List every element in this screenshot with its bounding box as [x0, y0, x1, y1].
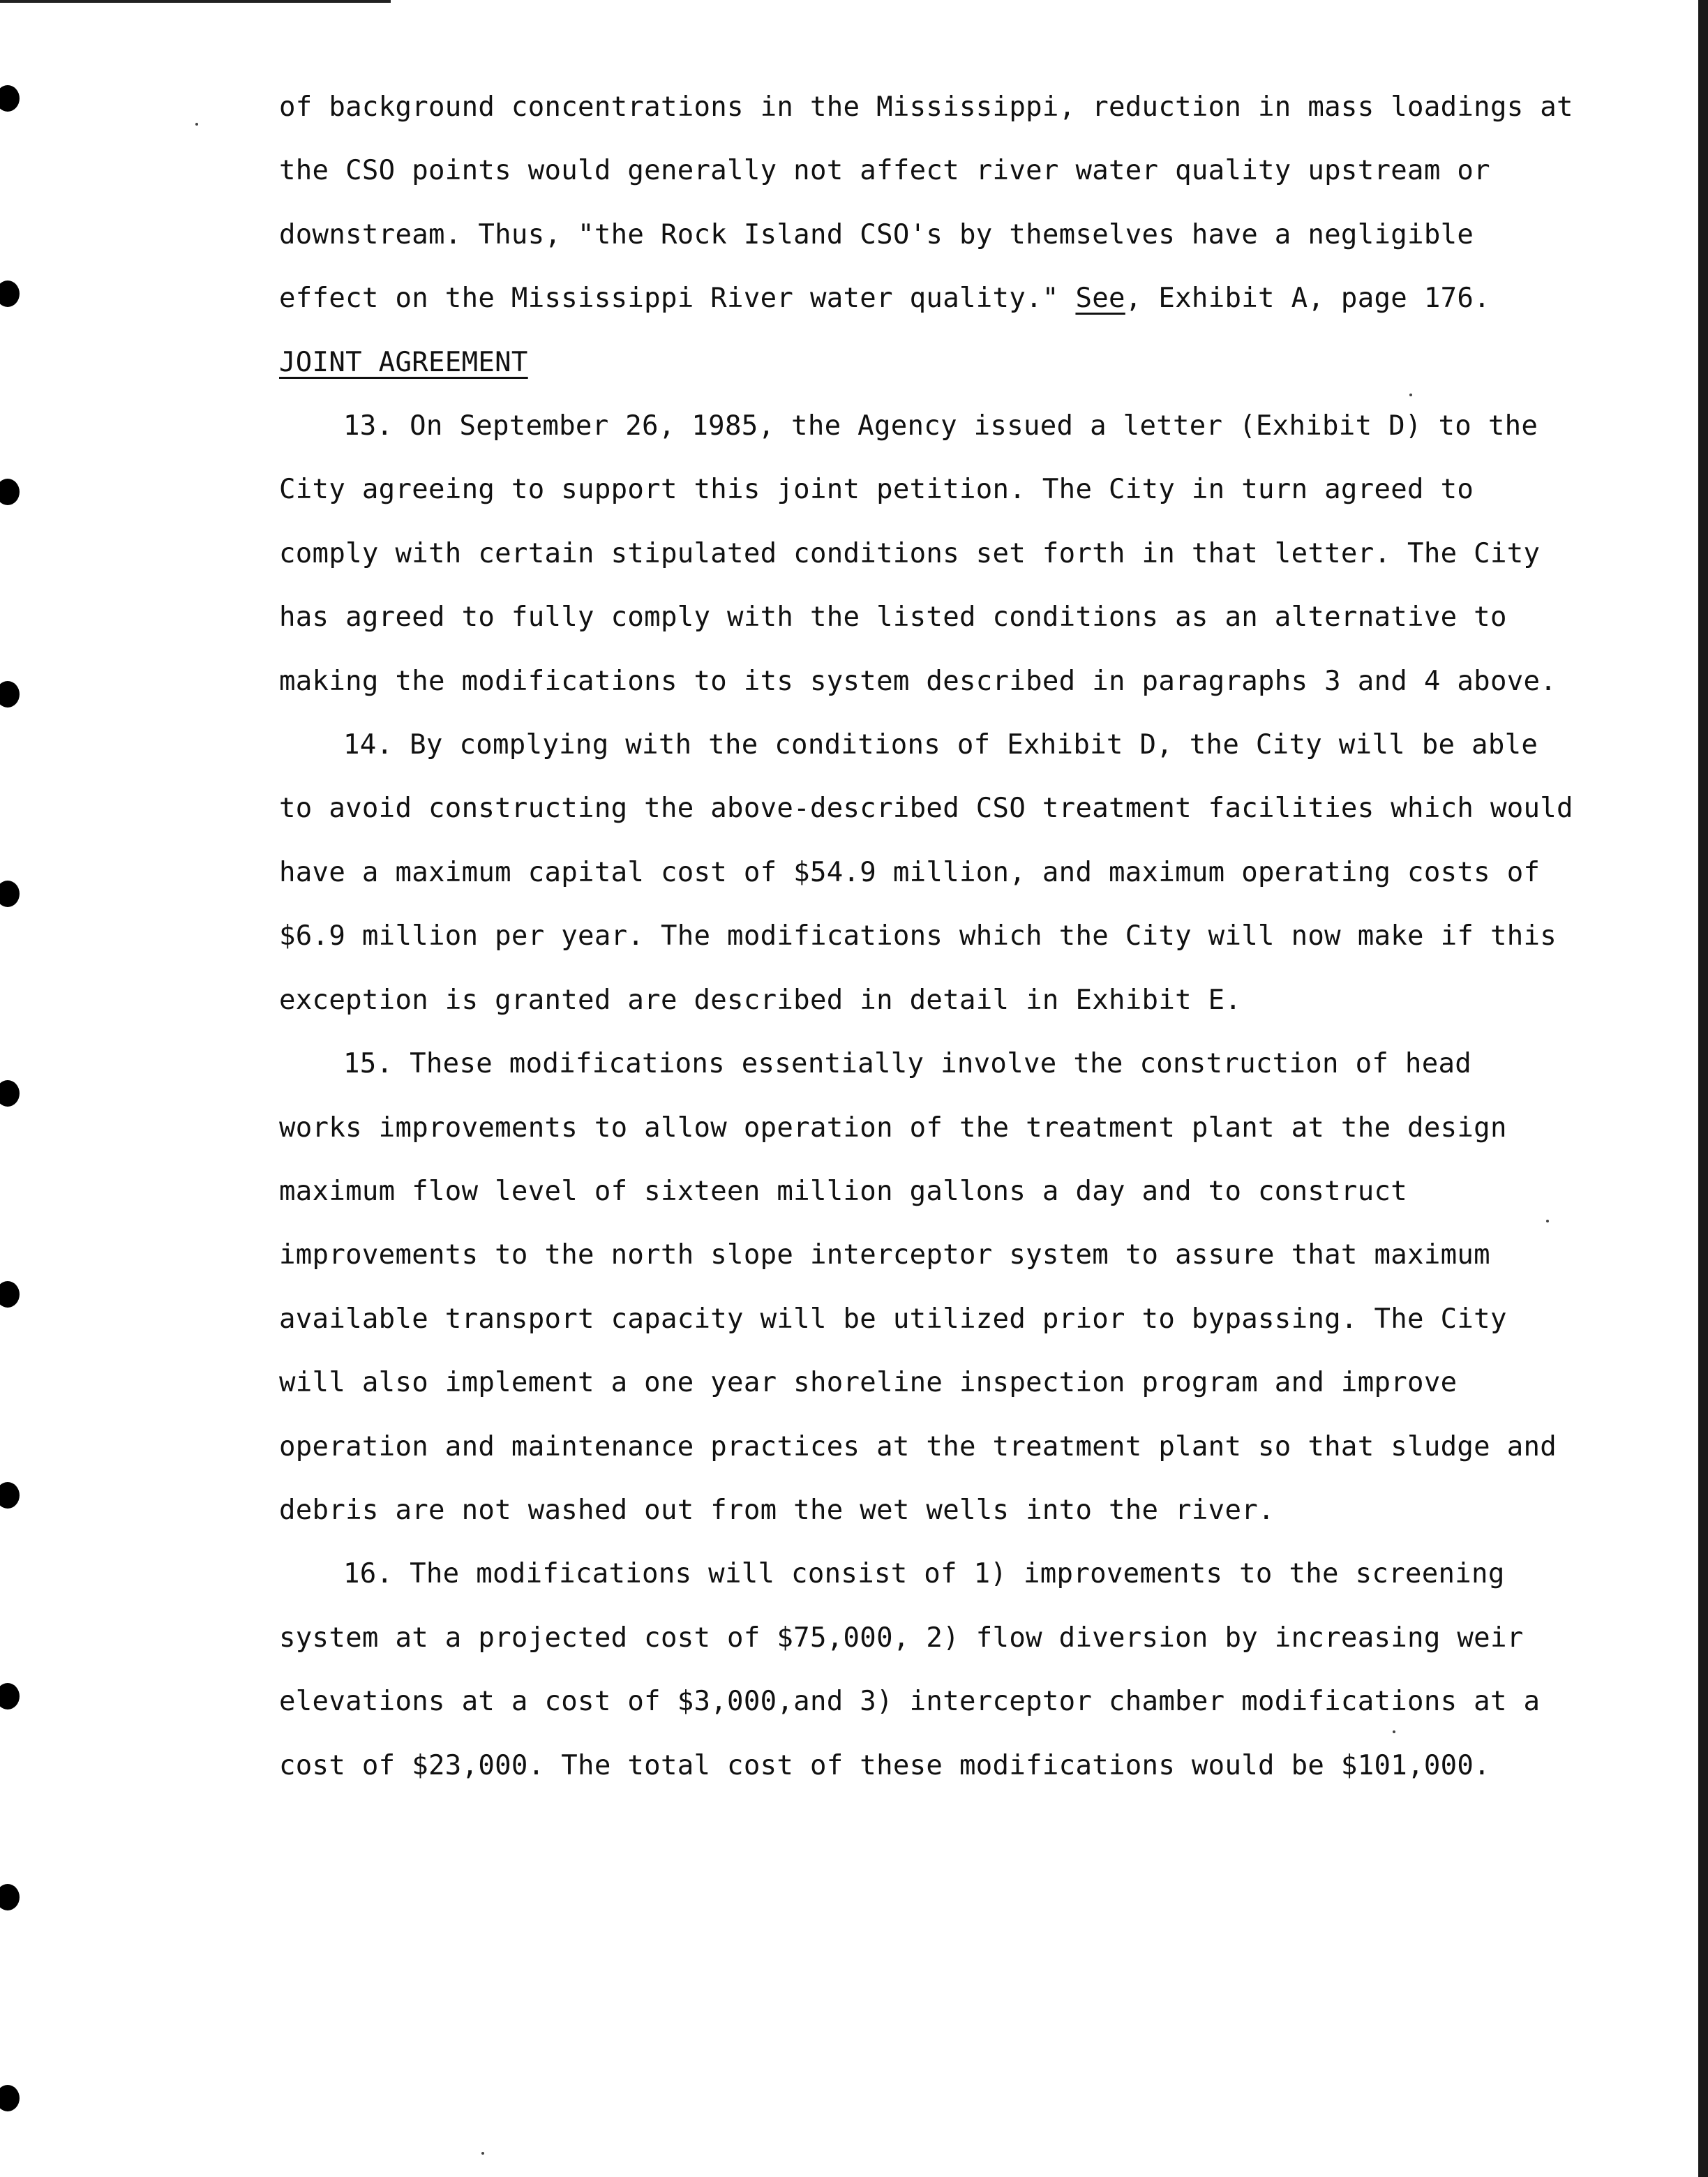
binder-punch-hole [0, 280, 20, 307]
paragraph-14 [279, 713, 1577, 1032]
paragraph-13 [279, 394, 1577, 713]
paragraph-15 [279, 1032, 1577, 1542]
text-line: system at a projected cost of $75,000, 2) flow diversion by increasing weir [279, 1622, 1524, 1654]
scan-speck [481, 2152, 484, 2155]
binder-punch-hole [0, 2085, 20, 2111]
text-line: exception is granted are described in detail in Exhibit E. [279, 984, 1242, 1016]
text-line: cost of $23,000. The total cost of these modifications would be $101,000. [279, 1749, 1490, 1781]
text-line: of background concentrations in the Mississippi, reduction in mass loadings at [279, 91, 1573, 123]
scan-speck [195, 123, 198, 126]
binder-punch-hole [0, 1080, 20, 1107]
paragraph-16 [279, 1542, 1577, 1797]
text-line: 13. On September 26, 1985, the Agency issued a letter (Exhibit D) to the [343, 410, 1538, 442]
text-line [279, 267, 1577, 330]
text-line: available transport capacity will be utilized prior to bypassing. The City [279, 1303, 1507, 1335]
text-line: 16. The modifications will consist of 1) improvements to the screening [343, 1558, 1505, 1590]
section-heading-line [279, 331, 1577, 394]
text-fragment: effect on the Mississippi River water quality." [279, 283, 1076, 315]
intro-continuation-paragraph [279, 75, 1577, 331]
binder-punch-hole [0, 85, 20, 112]
text-line: the CSO points would generally not affect river water quality upstream or [279, 155, 1490, 187]
binder-punch-hole [0, 681, 20, 708]
text-fragment: , Exhibit A, page 176. [1125, 283, 1490, 315]
text-line: will also implement a one year shoreline inspection program and improve [279, 1367, 1458, 1399]
text-line: comply with certain stipulated conditions set forth in that letter. The City [279, 537, 1541, 569]
binder-punch-hole [0, 479, 20, 505]
text-line: making the modifications to its system described in paragraphs 3 and 4 above. [279, 665, 1557, 697]
text-line: City agreeing to support this joint petition. The City in turn agreed to [279, 474, 1474, 506]
top-edge-rule [0, 0, 391, 3]
text-line: maximum flow level of sixteen million gallons a day and to construct [279, 1175, 1408, 1207]
binder-punch-hole [0, 1482, 20, 1509]
binder-punch-hole [0, 881, 20, 907]
text-line: have a maximum capital cost of $54.9 million, and maximum operating costs of [279, 856, 1541, 888]
text-line: improvements to the north slope interceptor system to assure that maximum [279, 1239, 1490, 1271]
binder-punch-hole [0, 1884, 20, 1910]
document-body [279, 75, 1577, 1797]
text-line: works improvements to allow operation of the treatment plant at the design [279, 1112, 1507, 1144]
text-line: downstream. Thus, "the Rock Island CSO's by themselves have a negligible [279, 218, 1474, 250]
text-line: debris are not washed out from the wet wells into the river. [279, 1494, 1275, 1526]
text-line: to avoid constructing the above-described CSO treatment facilities which would [279, 793, 1573, 825]
text-line: $6.9 million per year. The modifications which the City will now make if this [279, 920, 1557, 952]
section-heading-joint-agreement: JOINT AGREEMENT [279, 346, 528, 378]
text-line: operation and maintenance practices at the treatment plant so that sludge and [279, 1430, 1557, 1462]
text-line: 14. By complying with the conditions of Exhibit D, the City will be able [343, 729, 1538, 761]
binder-punch-hole [0, 1683, 20, 1710]
text-line: has agreed to fully comply with the listed conditions as an alternative to [279, 601, 1507, 634]
binder-punch-hole [0, 1281, 20, 1308]
citation-signal-see: See [1075, 283, 1125, 315]
scan-right-edge [1698, 0, 1708, 2177]
text-line: elevations at a cost of $3,000,and 3) interceptor chamber modifications at a [279, 1686, 1541, 1718]
text-line: 15. These modifications essentially involve the construction of head [343, 1048, 1472, 1080]
